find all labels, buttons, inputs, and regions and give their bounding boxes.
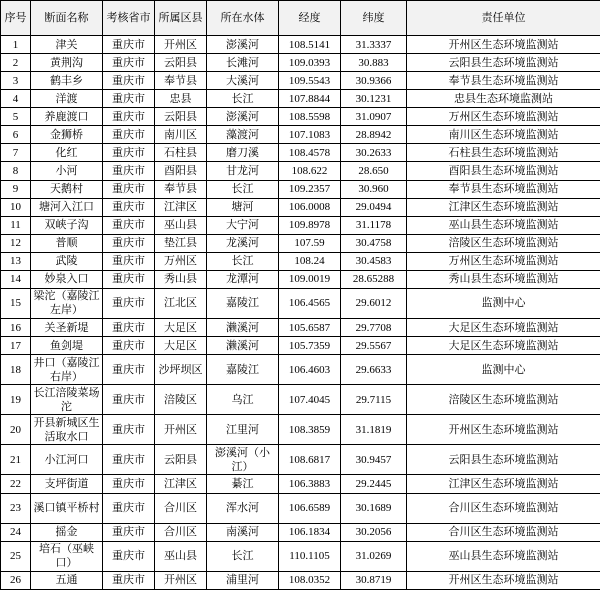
cell-longitude: 108.3859: [279, 415, 341, 445]
cell-responsible-unit: 巫山县生态环境监测站: [407, 216, 600, 234]
cell-water-body: 大溪河: [207, 72, 279, 90]
cell-latitude: 29.2445: [341, 475, 407, 493]
cell-district: 忠县: [155, 90, 207, 108]
cell-responsible-unit: 石柱县生态环境监测站: [407, 144, 600, 162]
cell-responsible-unit: 大足区生态环境监测站: [407, 318, 600, 336]
table-row: [1, 198, 600, 216]
cell-index: 9: [1, 180, 31, 198]
cell-responsible-unit: 万州区生态环境监测站: [407, 252, 600, 270]
cell-longitude: 108.0352: [279, 571, 341, 589]
cell-index: 20: [1, 415, 31, 445]
cell-section-name: 塘河入江口: [31, 198, 103, 216]
cell-longitude: 106.6589: [279, 493, 341, 523]
cell-district: 大足区: [155, 337, 207, 355]
cell-province: 重庆市: [103, 523, 155, 541]
cell-province: 重庆市: [103, 288, 155, 318]
cell-section-name: 武陵: [31, 252, 103, 270]
cell-water-body: 嘉陵江: [207, 288, 279, 318]
cell-responsible-unit: 开州区生态环境监测站: [407, 36, 600, 54]
cell-index: 11: [1, 216, 31, 234]
cell-responsible-unit: 云阳县生态环境监测站: [407, 445, 600, 475]
cell-section-name: 洋渡: [31, 90, 103, 108]
cell-longitude: 105.7359: [279, 337, 341, 355]
cell-section-name: 黄荆沟: [31, 54, 103, 72]
cell-index: 16: [1, 318, 31, 336]
cell-index: 15: [1, 288, 31, 318]
cell-province: 重庆市: [103, 144, 155, 162]
cell-district: 云阳县: [155, 54, 207, 72]
header-index: 序号: [1, 1, 31, 36]
cell-longitude: 110.1105: [279, 541, 341, 571]
table-header: [1, 1, 600, 36]
cell-section-name: 妙泉入口: [31, 270, 103, 288]
cell-responsible-unit: 合川区生态环境监测站: [407, 493, 600, 523]
cell-responsible-unit: 云阳县生态环境监测站: [407, 54, 600, 72]
cell-section-name: 养鹿渡口: [31, 108, 103, 126]
cell-latitude: 30.2633: [341, 144, 407, 162]
cell-water-body: 磨刀溪: [207, 144, 279, 162]
cell-latitude: 28.8942: [341, 126, 407, 144]
cell-water-body: 大宁河: [207, 216, 279, 234]
table-body: [1, 36, 600, 590]
header-water-body: 所在水体: [207, 1, 279, 36]
cell-responsible-unit: 酉阳县生态环境监测站: [407, 162, 600, 180]
cell-district: 开州区: [155, 36, 207, 54]
cell-responsible-unit: 开州区生态环境监测站: [407, 415, 600, 445]
cell-responsible-unit: 涪陵区生态环境监测站: [407, 385, 600, 415]
cell-responsible-unit: 涪陵区生态环境监测站: [407, 234, 600, 252]
cell-index: 25: [1, 541, 31, 571]
cell-responsible-unit: 江津区生态环境监测站: [407, 198, 600, 216]
cell-water-body: 嘉陵江: [207, 355, 279, 385]
cell-province: 重庆市: [103, 162, 155, 180]
cell-section-name: 津关: [31, 36, 103, 54]
cell-latitude: 31.3337: [341, 36, 407, 54]
cell-section-name: 鹤丰乡: [31, 72, 103, 90]
table-row: [1, 385, 600, 415]
cell-latitude: 30.960: [341, 180, 407, 198]
cell-responsible-unit: 江津区生态环境监测站: [407, 475, 600, 493]
table-row: [1, 355, 600, 385]
cell-index: 13: [1, 252, 31, 270]
cell-latitude: 30.2056: [341, 523, 407, 541]
cell-water-body: 濑溪河: [207, 337, 279, 355]
cell-responsible-unit: 万州区生态环境监测站: [407, 108, 600, 126]
cell-longitude: 108.4578: [279, 144, 341, 162]
header-longitude: 经度: [279, 1, 341, 36]
cell-responsible-unit: 巫山县生态环境监测站: [407, 541, 600, 571]
cell-latitude: 31.0907: [341, 108, 407, 126]
cell-latitude: 28.65288: [341, 270, 407, 288]
cell-province: 重庆市: [103, 337, 155, 355]
cell-province: 重庆市: [103, 493, 155, 523]
cell-longitude: 105.6587: [279, 318, 341, 336]
header-latitude: 纬度: [341, 1, 407, 36]
cell-section-name: 溪口镇平桥村: [31, 493, 103, 523]
cell-section-name: 长江涪陵菜场沱: [31, 385, 103, 415]
cell-longitude: 108.622: [279, 162, 341, 180]
cell-province: 重庆市: [103, 270, 155, 288]
cell-district: 巫山县: [155, 541, 207, 571]
cell-responsible-unit: 秀山县生态环境监测站: [407, 270, 600, 288]
cell-longitude: 108.24: [279, 252, 341, 270]
table-row: [1, 493, 600, 523]
cell-province: 重庆市: [103, 571, 155, 589]
cell-longitude: 109.2357: [279, 180, 341, 198]
cell-index: 18: [1, 355, 31, 385]
cell-district: 开州区: [155, 415, 207, 445]
table-row: [1, 318, 600, 336]
cell-district: 万州区: [155, 252, 207, 270]
cell-province: 重庆市: [103, 36, 155, 54]
cell-index: 5: [1, 108, 31, 126]
cell-district: 江北区: [155, 288, 207, 318]
cell-latitude: 29.5567: [341, 337, 407, 355]
cell-latitude: 29.0494: [341, 198, 407, 216]
cell-water-body: 藻渡河: [207, 126, 279, 144]
cell-province: 重庆市: [103, 252, 155, 270]
cell-water-body: 长滩河: [207, 54, 279, 72]
table-row: [1, 270, 600, 288]
cell-section-name: 梁沱（嘉陵江左岸）: [31, 288, 103, 318]
table-row: [1, 234, 600, 252]
cell-province: 重庆市: [103, 126, 155, 144]
cell-water-body: 长江: [207, 180, 279, 198]
table-row: [1, 475, 600, 493]
table-row: [1, 252, 600, 270]
cell-index: 17: [1, 337, 31, 355]
cell-province: 重庆市: [103, 54, 155, 72]
cell-water-body: 南溪河: [207, 523, 279, 541]
cell-longitude: 106.1834: [279, 523, 341, 541]
cell-district: 奉节县: [155, 72, 207, 90]
cell-section-name: 井口（嘉陵江右岸）: [31, 355, 103, 385]
cell-district: 酉阳县: [155, 162, 207, 180]
cell-latitude: 28.650: [341, 162, 407, 180]
cell-district: 江津区: [155, 198, 207, 216]
cell-longitude: 108.6817: [279, 445, 341, 475]
table-row: [1, 445, 600, 475]
header-province: 考核省市: [103, 1, 155, 36]
table-row: [1, 108, 600, 126]
cell-index: 23: [1, 493, 31, 523]
cell-longitude: 106.0008: [279, 198, 341, 216]
cell-district: 涪陵区: [155, 385, 207, 415]
cell-province: 重庆市: [103, 90, 155, 108]
cell-province: 重庆市: [103, 318, 155, 336]
cell-water-body: 长江: [207, 541, 279, 571]
cell-water-body: 澎溪河: [207, 36, 279, 54]
table-row: [1, 216, 600, 234]
cell-latitude: 30.1689: [341, 493, 407, 523]
cell-district: 云阳县: [155, 108, 207, 126]
table-row: [1, 415, 600, 445]
table-row: [1, 180, 600, 198]
cell-longitude: 106.4565: [279, 288, 341, 318]
cell-water-body: 甘龙河: [207, 162, 279, 180]
cell-index: 21: [1, 445, 31, 475]
cell-province: 重庆市: [103, 72, 155, 90]
cell-responsible-unit: 奉节县生态环境监测站: [407, 72, 600, 90]
cell-district: 云阳县: [155, 445, 207, 475]
cell-section-name: 小江河口: [31, 445, 103, 475]
cell-province: 重庆市: [103, 475, 155, 493]
cell-latitude: 29.6012: [341, 288, 407, 318]
cell-latitude: 30.8719: [341, 571, 407, 589]
cell-water-body: 浦里河: [207, 571, 279, 589]
cell-water-body: 澎溪河（小江）: [207, 445, 279, 475]
cell-index: 4: [1, 90, 31, 108]
cell-province: 重庆市: [103, 385, 155, 415]
cell-section-name: 摇金: [31, 523, 103, 541]
header-responsible-unit: 责任单位: [407, 1, 600, 36]
cell-water-body: 澎溪河: [207, 108, 279, 126]
cell-index: 6: [1, 126, 31, 144]
cell-index: 7: [1, 144, 31, 162]
cell-water-body: 龙潭河: [207, 270, 279, 288]
cell-section-name: 关圣新堤: [31, 318, 103, 336]
cell-index: 19: [1, 385, 31, 415]
cell-section-name: 开县新城区生活取水口: [31, 415, 103, 445]
table-row: [1, 36, 600, 54]
cell-responsible-unit: 开州区生态环境监测站: [407, 571, 600, 589]
cell-index: 10: [1, 198, 31, 216]
cell-district: 垫江县: [155, 234, 207, 252]
cell-latitude: 30.9457: [341, 445, 407, 475]
cell-district: 大足区: [155, 318, 207, 336]
cell-latitude: 31.1178: [341, 216, 407, 234]
cell-latitude: 30.883: [341, 54, 407, 72]
header-district: 所属区县: [155, 1, 207, 36]
cell-longitude: 106.3883: [279, 475, 341, 493]
cell-index: 8: [1, 162, 31, 180]
cell-responsible-unit: 监测中心: [407, 288, 600, 318]
cell-district: 秀山县: [155, 270, 207, 288]
cell-water-body: 塘河: [207, 198, 279, 216]
table-row: [1, 144, 600, 162]
cell-section-name: 天鹅村: [31, 180, 103, 198]
cell-water-body: 浑水河: [207, 493, 279, 523]
cell-latitude: 30.9366: [341, 72, 407, 90]
cell-section-name: 双峡子沟: [31, 216, 103, 234]
cell-province: 重庆市: [103, 355, 155, 385]
cell-water-body: 濑溪河: [207, 318, 279, 336]
table-row: [1, 162, 600, 180]
table-row: [1, 126, 600, 144]
cell-responsible-unit: 大足区生态环境监测站: [407, 337, 600, 355]
cell-longitude: 109.5543: [279, 72, 341, 90]
table-row: [1, 541, 600, 571]
cell-section-name: 五通: [31, 571, 103, 589]
cell-section-name: 小河: [31, 162, 103, 180]
cell-longitude: 109.0393: [279, 54, 341, 72]
cell-index: 24: [1, 523, 31, 541]
cell-latitude: 31.1819: [341, 415, 407, 445]
table-row: [1, 90, 600, 108]
cell-responsible-unit: 奉节县生态环境监测站: [407, 180, 600, 198]
cell-longitude: 108.5598: [279, 108, 341, 126]
cell-longitude: 107.8844: [279, 90, 341, 108]
cell-province: 重庆市: [103, 234, 155, 252]
cell-district: 合川区: [155, 523, 207, 541]
cell-province: 重庆市: [103, 180, 155, 198]
table-row: [1, 54, 600, 72]
cell-latitude: 29.7708: [341, 318, 407, 336]
cell-district: 开州区: [155, 571, 207, 589]
cell-district: 南川区: [155, 126, 207, 144]
table-row: [1, 523, 600, 541]
cell-index: 1: [1, 36, 31, 54]
cell-latitude: 29.6633: [341, 355, 407, 385]
cell-water-body: 綦江: [207, 475, 279, 493]
cell-province: 重庆市: [103, 108, 155, 126]
cell-longitude: 109.8978: [279, 216, 341, 234]
cell-water-body: 长江: [207, 252, 279, 270]
cell-longitude: 107.4045: [279, 385, 341, 415]
cell-index: 2: [1, 54, 31, 72]
cell-section-name: 支坪街道: [31, 475, 103, 493]
cell-index: 14: [1, 270, 31, 288]
cell-district: 江津区: [155, 475, 207, 493]
cell-section-name: 化红: [31, 144, 103, 162]
cell-district: 巫山县: [155, 216, 207, 234]
cell-district: 合川区: [155, 493, 207, 523]
cell-latitude: 30.1231: [341, 90, 407, 108]
cell-latitude: 30.4583: [341, 252, 407, 270]
cell-province: 重庆市: [103, 198, 155, 216]
cell-longitude: 108.5141: [279, 36, 341, 54]
cell-province: 重庆市: [103, 216, 155, 234]
cell-water-body: 江里河: [207, 415, 279, 445]
cell-section-name: 培石（巫峡口）: [31, 541, 103, 571]
table-row: [1, 72, 600, 90]
table-row: [1, 288, 600, 318]
cell-index: 3: [1, 72, 31, 90]
cell-latitude: 31.0269: [341, 541, 407, 571]
cell-longitude: 107.59: [279, 234, 341, 252]
cell-longitude: 106.4603: [279, 355, 341, 385]
cell-water-body: 长江: [207, 90, 279, 108]
table-row: [1, 571, 600, 589]
cell-index: 12: [1, 234, 31, 252]
cell-index: 22: [1, 475, 31, 493]
cell-responsible-unit: 南川区生态环境监测站: [407, 126, 600, 144]
cell-index: 26: [1, 571, 31, 589]
cell-water-body: 龙溪河: [207, 234, 279, 252]
cell-latitude: 30.4758: [341, 234, 407, 252]
cell-longitude: 109.0019: [279, 270, 341, 288]
cell-responsible-unit: 监测中心: [407, 355, 600, 385]
table-row: [1, 337, 600, 355]
header-section-name: 断面名称: [31, 1, 103, 36]
cell-responsible-unit: 忠县生态环境监测站: [407, 90, 600, 108]
cell-latitude: 29.7115: [341, 385, 407, 415]
cell-section-name: 普顺: [31, 234, 103, 252]
cell-responsible-unit: 合川区生态环境监测站: [407, 523, 600, 541]
cell-section-name: 金狮桥: [31, 126, 103, 144]
cell-longitude: 107.1083: [279, 126, 341, 144]
cell-province: 重庆市: [103, 445, 155, 475]
cell-district: 沙坪坝区: [155, 355, 207, 385]
cell-section-name: 鱼剑堤: [31, 337, 103, 355]
cell-district: 石柱县: [155, 144, 207, 162]
cell-province: 重庆市: [103, 415, 155, 445]
cell-district: 奉节县: [155, 180, 207, 198]
cell-province: 重庆市: [103, 541, 155, 571]
cell-water-body: 乌江: [207, 385, 279, 415]
header-row: [1, 1, 600, 36]
